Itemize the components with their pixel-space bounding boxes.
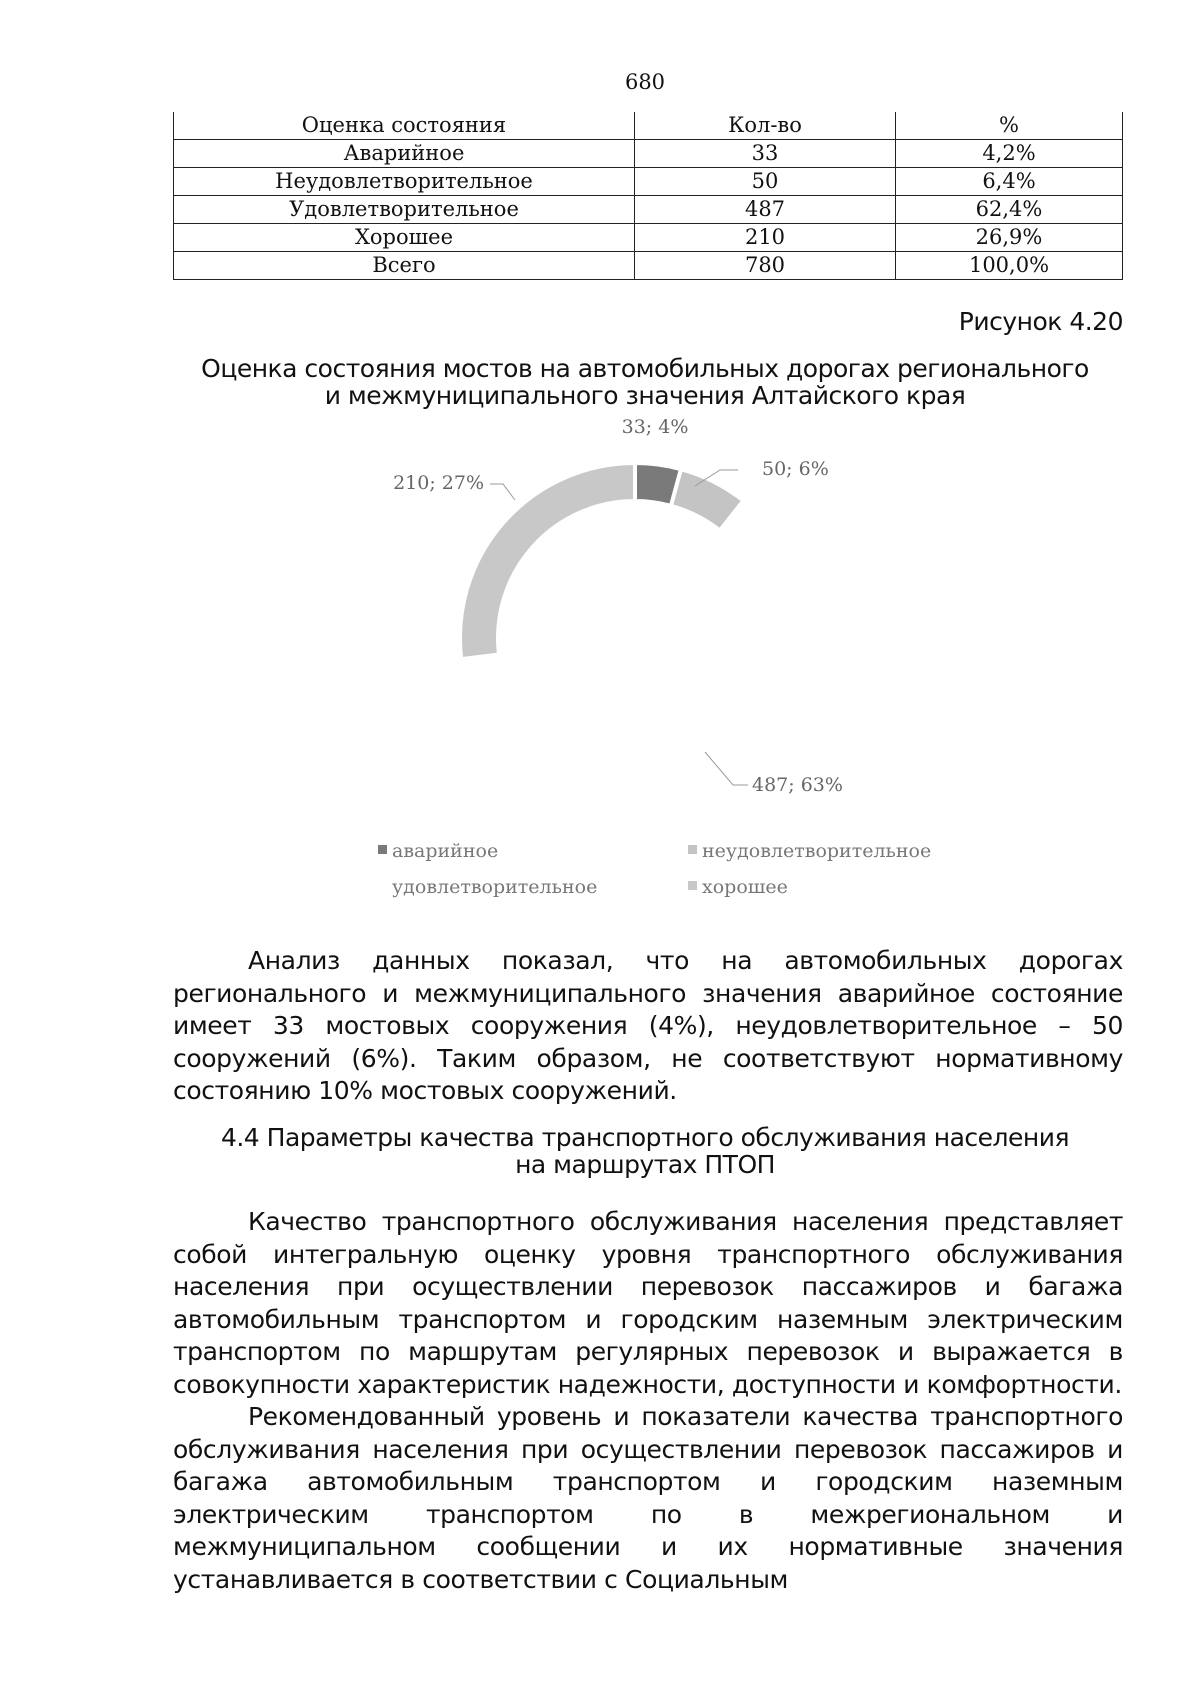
legend-item-udovl: [378, 876, 597, 898]
cell-percent: 26,9%: [896, 224, 1123, 252]
legend-swatch: [688, 845, 697, 854]
cell-count: 210: [635, 224, 896, 252]
header-status: Оценка состояния: [174, 112, 635, 140]
data-label-3: 210; 27%: [393, 472, 484, 494]
data-label-0: 33; 4%: [621, 416, 689, 438]
legend-swatch: [688, 881, 697, 890]
legend-item-neudovl: [688, 840, 931, 862]
data-label-1: 50; 6%: [762, 458, 829, 480]
section-heading-line-1: 4.4 Параметры качества транспортного обслуживания населения: [220, 1123, 1070, 1152]
cell-percent: 4,2%: [896, 140, 1123, 168]
section-heading: [0, 1124, 1200, 1178]
cell-status: Удовлетворительное: [174, 196, 635, 224]
legend-label: хорошее: [702, 876, 788, 898]
cell-percent: 100,0%: [896, 252, 1123, 280]
doughnut-chart: [0, 400, 1200, 840]
analysis-paragraph: [173, 945, 1123, 1108]
paragraph-text: Рекомендованный уровень и показатели качества транспортного обслуживания населения при осуществлении перевозок пассажиров и багажа автомобильным транспортом и городским наземным электрическим транспортом по в межрегиональном и межмуниципальном сообщении и их нормативные значения устанавливается в соответствии с Социальным: [173, 1402, 1123, 1594]
cell-count: 780: [635, 252, 896, 280]
bridge-status-table: [173, 112, 1123, 280]
legend-swatch: [378, 845, 387, 854]
legend-swatch: [378, 881, 387, 890]
data-label-2: 487; 63%: [752, 774, 843, 796]
cell-count: 50: [635, 168, 896, 196]
cell-percent: 6,4%: [896, 168, 1123, 196]
table-header-row: [174, 112, 1123, 140]
paragraph-text: Качество транспортного обслуживания населения представляет собой интегральную оценку уровня транспортного обслуживания населения при осуществлении перевозок пассажиров и багажа автомобильным транспортом и городским наземным электрическим транспортом по маршрутам регулярных перевозок и выражается в совокупности характеристик надежности, доступности и комфортности.: [173, 1207, 1123, 1399]
table-row: [174, 168, 1123, 196]
cell-count: 487: [635, 196, 896, 224]
cell-percent: 62,4%: [896, 196, 1123, 224]
cell-status: Аварийное: [174, 140, 635, 168]
chart-slice-3: [460, 463, 635, 659]
cell-status: Хорошее: [174, 224, 635, 252]
leader-line-3: [490, 484, 515, 500]
cell-count: 33: [635, 140, 896, 168]
quality-paragraph: [173, 1206, 1123, 1596]
header-count: Кол-во: [635, 112, 896, 140]
table-row: [174, 140, 1123, 168]
table-row: [174, 196, 1123, 224]
legend-label: неудовлетворительное: [702, 840, 932, 862]
paragraph-text: Анализ данных показал, что на автомобильных дорогах регионального и межмуниципального значения аварийное состояние имеет 33 мостовых сооружения (4%), неудовлетворительное – 50 сооружений (6%). Таким образом, не соответствуют нормативному состоянию 10% мостовых сооружений.: [173, 946, 1123, 1105]
legend-label: удовлетворительное: [392, 876, 598, 898]
cell-status: Всего: [174, 252, 635, 280]
section-heading-line-2: на маршрутах ПТОП: [515, 1150, 775, 1179]
chart-title-line-1: Оценка состояния мостов на автомобильных дорогах регионального: [201, 354, 1089, 383]
table-row: [174, 224, 1123, 252]
legend-item-khoroshee: [688, 876, 788, 898]
legend-label: аварийное: [392, 840, 499, 862]
figure-caption: Рисунок 4.20: [958, 307, 1123, 336]
chart-title-line-2: и межмуниципального значения Алтайского края: [324, 381, 966, 410]
header-percent: %: [896, 112, 1123, 140]
cell-status: Неудовлетворительное: [174, 168, 635, 196]
table-row-total: [174, 252, 1123, 280]
legend-item-avariynoe: [378, 840, 498, 862]
page-number: 680: [624, 70, 666, 94]
